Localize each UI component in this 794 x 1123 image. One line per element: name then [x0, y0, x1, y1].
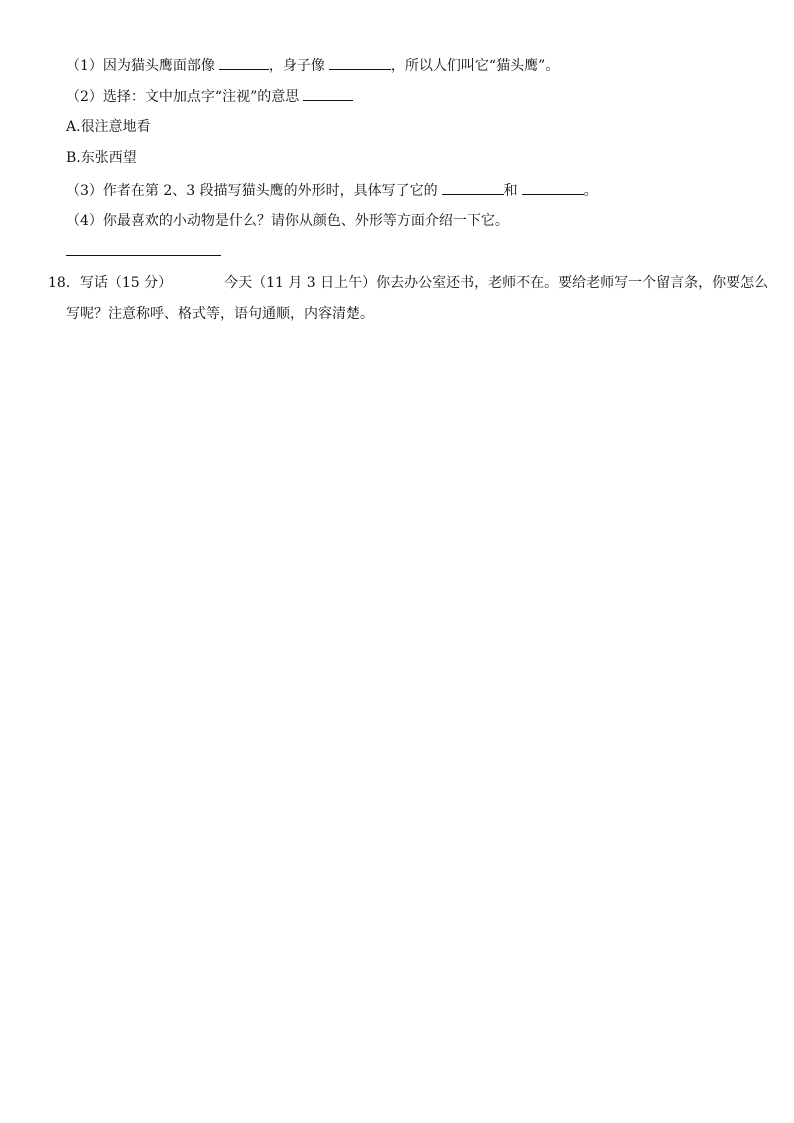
question-text: ，身子像: [268, 58, 325, 74]
question-18-continued: [66, 304, 374, 324]
question-17-1: [66, 55, 559, 75]
option-label: B.: [66, 150, 81, 166]
question-18: [48, 273, 768, 293]
answer-blank-body[interactable]: [329, 55, 391, 70]
question-17-2: [66, 86, 353, 106]
answer-line-4[interactable]: [66, 255, 221, 256]
option-label: A.: [66, 119, 81, 135]
question-text: 和: [503, 183, 518, 199]
answer-blank-first[interactable]: [442, 180, 504, 195]
sub-question-label: （4）: [66, 213, 103, 229]
sub-question-label: （1）: [66, 58, 103, 74]
question-17-3: [66, 180, 598, 200]
question-text: 写呢？注意称呼、格式等，语句通顺，内容清楚。: [66, 306, 374, 322]
question-title: 写话（15 分）: [79, 275, 173, 291]
question-text: 今天（11 月 3 日上午）你去办公室还书，老师不在。要给老师写一个留言条，你要怎么: [224, 275, 769, 291]
question-text: 。: [583, 183, 598, 199]
question-text: ，所以人们叫它“猫头鹰”。: [390, 58, 560, 74]
question-text: 因为猫头鹰面部像: [102, 58, 215, 74]
answer-blank-face[interactable]: [219, 55, 269, 70]
question-text: 作者在第 2、3 段描写猫头鹰的外形时，具体写了它的: [102, 183, 438, 199]
answer-blank-choice[interactable]: [303, 86, 353, 101]
option-a: [66, 117, 151, 137]
option-b: [66, 148, 137, 168]
question-number: 18．: [48, 275, 80, 291]
answer-blank-second[interactable]: [522, 180, 584, 195]
option-text: 东张西望: [80, 150, 137, 166]
sub-question-label: （3）: [66, 183, 103, 199]
sub-question-label: （2）: [66, 89, 103, 105]
question-text: 你最喜欢的小动物是什么？请你从颜色、外形等方面介绍一下它。: [102, 213, 509, 229]
question-text: 选择：文中加点字“注视”的意思: [102, 89, 300, 105]
option-text: 很注意地看: [80, 119, 151, 135]
question-17-4: [66, 211, 509, 231]
